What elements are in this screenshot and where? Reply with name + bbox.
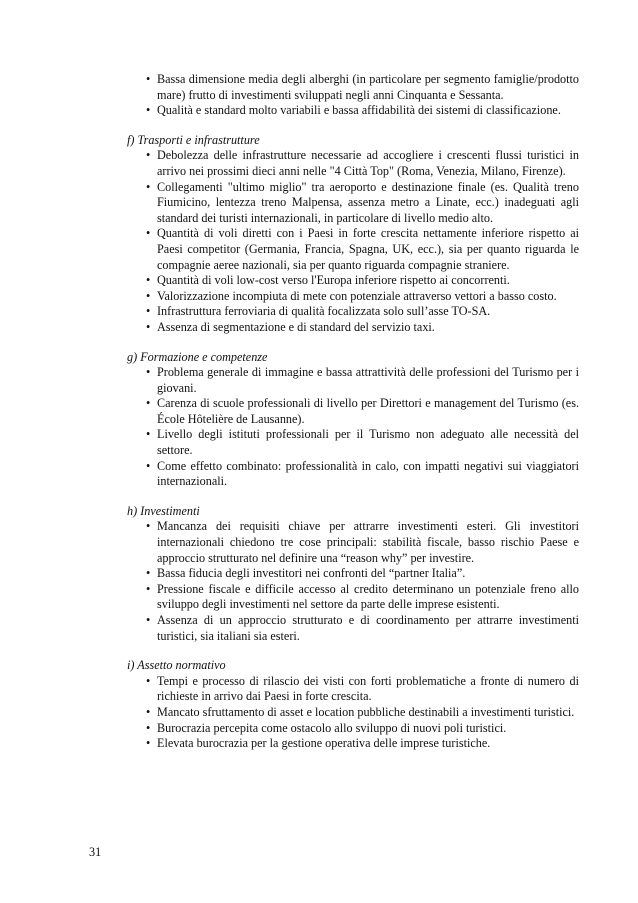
bullet-item: • Quantità di voli low-cost verso l'Europa inferiore rispetto ai concorrenti. xyxy=(146,273,510,288)
bullet-item: • Mancato sfruttamento di asset e location pubbliche destinabili a investimenti turistici. xyxy=(146,704,575,719)
bullet-item: • Qualità e standard molto variabili e bassa affidabilità dei sistemi di classificazione. xyxy=(146,103,561,118)
bullet-item: • Assenza di un approccio strutturato e di coordinamento per attrarre investimenti turistici, sia italiani sia esteri. xyxy=(146,613,579,643)
section-title: g) Formazione e competenze xyxy=(127,349,268,364)
bullet-item: • Bassa fiducia degli investitori nei confronti del “partner Italia”. xyxy=(146,566,466,581)
bullet-icon: • xyxy=(146,581,151,596)
bullet-icon: • xyxy=(146,148,151,163)
section-title: f) Trasporti e infrastrutture xyxy=(127,132,260,147)
section-title: i) Assetto normativo xyxy=(127,658,226,673)
bullet-item: • Carenza di scuole professionali di livello per Direttori e management del Turismo (es. École Hôtelière de Lausanne). xyxy=(146,396,579,426)
bullet-list xyxy=(127,365,579,490)
page-number: 31 xyxy=(89,845,102,859)
bullet-icon: • xyxy=(146,319,151,334)
section-title: h) Investimenti xyxy=(127,503,200,518)
bullet-icon: • xyxy=(146,304,151,319)
page-content xyxy=(127,72,579,766)
bullet-item: • Debolezza delle infrastrutture necessarie ad accogliere i crescenti flussi turistici in arrivo nei prossimi dieci anni nelle "4 Città Top" (Roma, Venezia, Milano, Firenze). xyxy=(146,148,579,178)
bullet-icon: • xyxy=(146,720,151,735)
bullet-item: • Quantità di voli diretti con i Paesi in forte crescita nettamente inferiore rispetto ai Paesi competitor (Germania, Francia, Spagna, UK, ecc.), sia per quanto riguarda le compagnie aeree nazionali, sia per quanto riguarda compagnie straniere. xyxy=(146,226,579,272)
bullet-item: • Problema generale di immagine e bassa attrattività delle professioni del Turismo per i giovani. xyxy=(146,365,579,395)
bullet-icon: • xyxy=(146,673,151,688)
bullet-item: • Assenza di segmentazione e di standard del servizio taxi. xyxy=(146,319,435,334)
bullet-list xyxy=(127,148,579,335)
intro-section xyxy=(127,72,579,119)
section-trasporti xyxy=(127,133,579,336)
bullet-item: • Burocrazia percepita come ostacolo allo sviluppo di nuovi poli turistici. xyxy=(146,720,507,735)
intro-bullet-list xyxy=(127,72,579,119)
bullet-icon: • xyxy=(146,566,151,581)
bullet-item: • Elevata burocrazia per la gestione operativa delle imprese turistiche. xyxy=(146,736,491,751)
bullet-item: • Valorizzazione incompiuta di mete con potenziale attraverso vettori a basso costo. xyxy=(146,288,557,303)
bullet-icon: • xyxy=(146,103,151,118)
bullet-item: • Bassa dimensione media degli alberghi (in particolare per segmento famiglie/prodotto mare) frutto di investimenti sviluppati negli anni Cinquanta e Sessanta. xyxy=(146,72,579,102)
bullet-item: • Pressione fiscale e difficile accesso al credito determinano un potenziale freno allo sviluppo degli investimenti nel settore da parte delle imprese esistenti. xyxy=(146,581,579,612)
bullet-icon: • xyxy=(146,226,151,241)
bullet-icon: • xyxy=(146,736,151,751)
bullet-item: • Collegamenti "ultimo miglio" tra aeroporto e destinazione finale (es. Qualità treno Fiumicino, lentezza treno Malpensa, assenza metro a Linate, ecc.) inadeguati agli standard dei turisti internazionali, in particolare di livello medio alto. xyxy=(146,179,579,225)
bullet-icon: • xyxy=(146,458,151,473)
bullet-list xyxy=(127,674,579,752)
bullet-icon: • xyxy=(146,179,151,194)
bullet-icon: • xyxy=(146,273,151,288)
section-formazione xyxy=(127,350,579,490)
section-assetto-normativo xyxy=(127,658,579,752)
section-investimenti xyxy=(127,504,579,644)
bullet-icon: • xyxy=(146,396,151,411)
bullet-item: • Come effetto combinato: professionalità in calo, con impatti negativi sui viaggiatori internazionali. xyxy=(146,458,579,489)
bullet-list xyxy=(127,519,579,644)
bullet-icon: • xyxy=(146,365,151,380)
bullet-icon: • xyxy=(146,427,151,442)
bullet-item: • Tempi e processo di rilascio dei visti con forti problematiche a fronte di numero di richieste in arrivo dai Paesi in forte crescita. xyxy=(146,673,579,704)
bullet-icon: • xyxy=(146,288,151,303)
bullet-item: • Infrastruttura ferroviaria di qualità focalizzata solo sull’asse TO-SA. xyxy=(146,304,491,319)
bullet-icon: • xyxy=(146,613,151,627)
bullet-icon: • xyxy=(146,72,151,86)
bullet-icon: • xyxy=(146,519,151,534)
bullet-item: • Livello degli istituti professionali per il Turismo non adeguato alle necessità del settore. xyxy=(146,427,579,458)
bullet-icon: • xyxy=(146,704,151,719)
bullet-item: • Mancanza dei requisiti chiave per attrarre investimenti esteri. Gli investitori internazionali chiedono tre cose principali: stabilità fiscale, basso rischio Paese e approccio strutturato nel definire una “reason why” per investire. xyxy=(146,519,579,565)
